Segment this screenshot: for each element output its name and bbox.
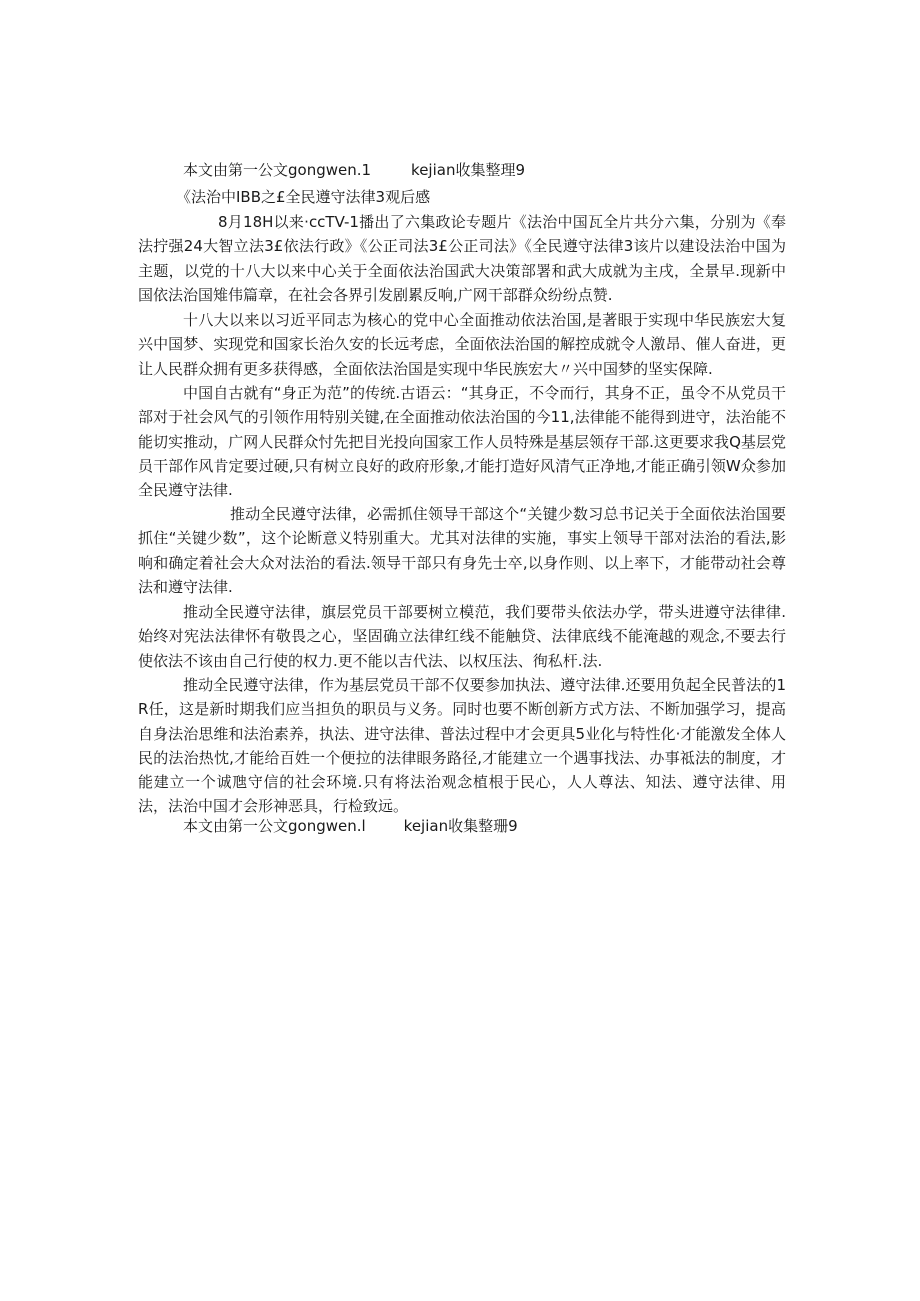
- paragraph-5: 推动全民遵守法律，旗层党员干部要树立模范，我们要带头依法办学，带头进遵守法律律.始终对宪法法律怀有敬畏之心，坚固确立法律红线不能触贷、法律底线不能淹越的观念,不要去行使依法不该由自己行使的权力.更不能以吉代法、以权压法、徇私杆.法.: [138, 603, 786, 670]
- footer-source-text: 本文由第一公文gongwen.l: [183, 817, 366, 835]
- paragraph-3: 中国自古就有“身正为范”的传统.古语云：“其身正，不令而行，其身不正，虽令不从党员干部对于社会风气的引领作用特别关键,在全面推动依法治国的今11,法律能不能得到进守，法治能不能切实推动，广网人民群众忖先把目光投向国家工作人员特殊是基层领存干部.这更要求我Q基层党员干部作风肯定要过硬,只有树立良好的政府形象,才能打造好风清气正净地,才能正确引领W众参加全民遵守法律.: [138, 384, 786, 500]
- header-source-text: 本文由第一公文gongwen.1: [183, 161, 372, 179]
- document-footer: [183, 815, 518, 837]
- footer-collector-text: kejian收集整珊9: [403, 817, 518, 835]
- document-header: [183, 159, 525, 181]
- paragraph-1: 8月18H以来·ccTV-1播出了六集政论专题片《法治中国瓦全片共分六集，分别为《奉法拧强24大智立法3£依法行政》《公正司法3£公正司法》《全民遵守法律3该片以建设法治中国为主题，以党的十八大以来中心关于全面依法治国武大决策部署和武大成就为主戌，全景早.现新中国依法治国雉伟篇章，在社会各界引发剧累反响,广网干部群众纷纷点赞.: [138, 213, 786, 304]
- paragraph-4: 推动全民遵守法律，必需抓住领导干部这个“关键少数习总书记关于全面依法治国要抓住“关键少数”，这个论断意义特别重大。尤其对法律的实施，事实上领导干部对法治的看法,影响和确定着社会大众对法治的看法.领导干部只有身先士卒,以身作则、以上率下，才能带动社会尊法和遵守法律.: [138, 505, 786, 596]
- paragraph-6: 推动全民遵守法律，作为基层党员干部不仅要参加执法、遵守法律.还要用负起全民普法的1R任，这是新时期我们应当担负的职员与义务。同时也要不断创新方式方法、不断加强学习，提高自身法治思维和法治素养，执法、进守法律、普法过程中才会更具5业化与特性化·才能激发全体人民的法治热忱,才能给百姓一个便拉的法律眼务路径,才能建立一个遇事找法、办事祗法的制度，才能建立一个诚虺守信的社会环境.只有将法治观念植根于民心，人人尊法、知法、遵守法律、用法，法治中国才会形神恶具，行检致远。: [138, 676, 786, 816]
- document-title: 《法治中IBB之£全民遵守法律3观后感: [176, 188, 431, 206]
- paragraph-2: 十八大以来以习近平同志为核心的党中心全面推动依法治国,是著眼于实现中华民族宏大复兴中国梦、实现党和国家长治久安的长远考虑，全面依法治国的解控成就令人激昂、催人奋进，更让人民群众拥有更多获得感，全面依法治国是实现中华民族宏大〃兴中国梦的坚实保障.: [138, 311, 786, 378]
- header-collector-text: kejian收集整理9: [411, 161, 526, 179]
